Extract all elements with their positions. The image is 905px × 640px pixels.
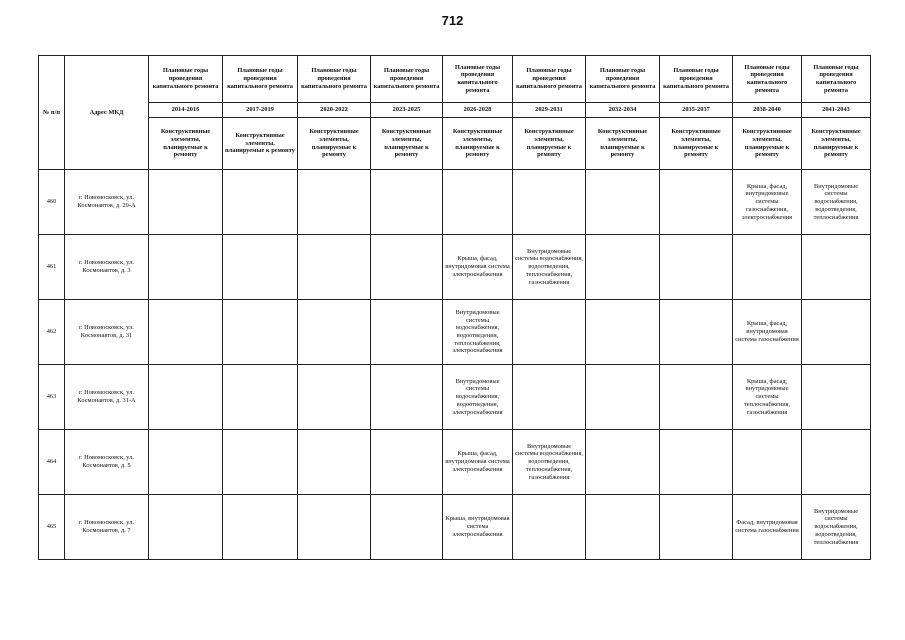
table-row [39, 170, 871, 235]
repair-elements-cell [586, 430, 660, 495]
repair-elements-cell [660, 365, 733, 430]
table-row [39, 430, 871, 495]
header-elements-label: Конструктивные элементы, планируемые к ремонту [443, 118, 513, 170]
repair-elements-cell: Крыша, фасад, внутридомовые системы газоснабжения, электроснабжения [733, 170, 802, 235]
repair-elements-cell [802, 430, 871, 495]
repair-elements-cell [149, 235, 223, 300]
repair-elements-cell [223, 430, 298, 495]
repair-elements-cell [513, 170, 586, 235]
header-row-elements [39, 118, 871, 170]
repair-elements-cell [149, 430, 223, 495]
header-period-years: 2023-2025 [371, 103, 443, 118]
header-period-years: 2026-2028 [443, 103, 513, 118]
repair-elements-cell [149, 495, 223, 560]
header-period-years: 2014-2016 [149, 103, 223, 118]
table-row [39, 300, 871, 365]
header-period-years: 2020-2022 [298, 103, 371, 118]
repair-elements-cell [371, 430, 443, 495]
repair-elements-cell [223, 170, 298, 235]
table-row [39, 235, 871, 300]
repair-elements-cell [371, 495, 443, 560]
repair-elements-cell [586, 235, 660, 300]
header-elements-label: Конструктивные элементы, планируемые к ремонту [802, 118, 871, 170]
header-planned-years-label: Плановые годы проведения капитального ремонта [443, 56, 513, 103]
repair-elements-cell [223, 365, 298, 430]
header-planned-years-label: Плановые годы проведения капитального ремонта [298, 56, 371, 103]
header-row-years [39, 56, 871, 103]
header-elements-label: Конструктивные элементы, планируемые к ремонту [298, 118, 371, 170]
repair-elements-cell: Внутридомовые системы водоснабжения, водоотведения, теплоснабжения, газоснабжения [513, 235, 586, 300]
header-row-periods [39, 103, 871, 118]
repair-elements-cell: Фасад, внутридомовая система газоснабжения [733, 495, 802, 560]
repair-elements-cell [298, 300, 371, 365]
header-period-years: 2035-2037 [660, 103, 733, 118]
repair-elements-cell [443, 170, 513, 235]
header-planned-years-label: Плановые годы проведения капитального ремонта [513, 56, 586, 103]
header-elements-label: Конструктивные элементы, планируемые к ремонту [586, 118, 660, 170]
repair-elements-cell [298, 495, 371, 560]
header-elements-label: Конструктивные элементы, планируемые к ремонту [223, 118, 298, 170]
header-period-years: 2032-2034 [586, 103, 660, 118]
repair-elements-cell [298, 170, 371, 235]
repair-elements-cell [298, 430, 371, 495]
header-period-years: 2017-2019 [223, 103, 298, 118]
repair-elements-cell: Внутридомовые системы водоснабжения, водоотведения, теплоснабжения [802, 495, 871, 560]
header-elements-label: Конструктивные элементы, планируемые к ремонту [371, 118, 443, 170]
repair-elements-cell [149, 170, 223, 235]
repair-elements-cell [371, 235, 443, 300]
header-address: Адрес МКД [65, 56, 149, 170]
row-address: г. Новомосковск, ул. Космонавтов, д. 7 [65, 495, 149, 560]
repair-elements-cell [586, 495, 660, 560]
table-row [39, 495, 871, 560]
repair-elements-cell: Крыша, фасад, внутридомовая система газоснабжения [733, 300, 802, 365]
header-period-years: 2038-2040 [733, 103, 802, 118]
repair-elements-cell [586, 365, 660, 430]
row-number: 461 [39, 235, 65, 300]
row-address: г. Новомосковск, ул. Космонавтов, д. 5 [65, 430, 149, 495]
header-planned-years-label: Плановые годы проведения капитального ремонта [149, 56, 223, 103]
header-planned-years-label: Плановые годы проведения капитального ремонта [802, 56, 871, 103]
repair-elements-cell: Крыша, фасад, внутридомовая система электроснабжения [443, 430, 513, 495]
repair-elements-cell [802, 235, 871, 300]
repair-elements-cell [660, 430, 733, 495]
row-number: 463 [39, 365, 65, 430]
repair-elements-cell [371, 365, 443, 430]
repair-elements-cell [513, 365, 586, 430]
repair-elements-cell [802, 300, 871, 365]
repair-elements-cell: Крыша, внутридомовая система электроснабжения [443, 495, 513, 560]
row-address: г. Новомосковск, ул. Космонавтов, д. 3 [65, 235, 149, 300]
repair-elements-cell [513, 495, 586, 560]
repair-elements-cell [660, 235, 733, 300]
header-period-years: 2041-2043 [802, 103, 871, 118]
repair-elements-cell [298, 235, 371, 300]
repair-elements-cell [149, 365, 223, 430]
header-planned-years-label: Плановые годы проведения капитального ремонта [371, 56, 443, 103]
table-row [39, 365, 871, 430]
header-period-years: 2029-2031 [513, 103, 586, 118]
header-planned-years-label: Плановые годы проведения капитального ремонта [733, 56, 802, 103]
repair-elements-cell [513, 300, 586, 365]
repair-elements-cell [223, 300, 298, 365]
repair-elements-cell: Внутридомовые системы водоснабжения, водоотведения, теплоснабжения, газоснабжения [513, 430, 586, 495]
row-address: г. Новомосковск, ул. Космонавтов, д. 31 [65, 300, 149, 365]
repair-elements-cell: Внутридомовые системы водоснабжения, водоотведения, электроснабжения [443, 365, 513, 430]
repair-elements-cell [586, 170, 660, 235]
repair-elements-cell [223, 495, 298, 560]
repair-elements-cell [371, 300, 443, 365]
row-number: 465 [39, 495, 65, 560]
capital-repair-table [38, 55, 871, 560]
header-elements-label: Конструктивные элементы, планируемые к ремонту [733, 118, 802, 170]
repair-elements-cell [660, 495, 733, 560]
repair-elements-cell [223, 235, 298, 300]
header-planned-years-label: Плановые годы проведения капитального ремонта [223, 56, 298, 103]
repair-elements-cell [371, 170, 443, 235]
row-address: г. Новомосковск, ул. Космонавтов, д. 31-А [65, 365, 149, 430]
header-elements-label: Конструктивные элементы, планируемые к ремонту [513, 118, 586, 170]
page-number: 712 [441, 13, 464, 28]
header-planned-years-label: Плановые годы проведения капитального ремонта [660, 56, 733, 103]
row-number: 462 [39, 300, 65, 365]
repair-elements-cell [298, 365, 371, 430]
repair-elements-cell [149, 300, 223, 365]
row-number: 460 [39, 170, 65, 235]
table-body [39, 170, 871, 560]
repair-elements-cell [733, 235, 802, 300]
repair-elements-cell [586, 300, 660, 365]
header-elements-label: Конструктивные элементы, планируемые к ремонту [149, 118, 223, 170]
header-planned-years-label: Плановые годы проведения капитального ремонта [586, 56, 660, 103]
repair-elements-cell: Крыша, фасад, внутридомовая система электроснабжения [443, 235, 513, 300]
repair-elements-cell: Внутридомовые системы водоснабжения, водоотведения, теплоснабжения [802, 170, 871, 235]
repair-elements-cell: Крыша, фасад, внутридомовые системы теплоснабжения, газоснабжения [733, 365, 802, 430]
row-address: г. Новомосковск, ул. Космонавтов, д. 29-А [65, 170, 149, 235]
header-elements-label: Конструктивные элементы, планируемые к ремонту [660, 118, 733, 170]
repair-elements-cell [660, 300, 733, 365]
repair-elements-cell [660, 170, 733, 235]
repair-elements-cell: Внутридомовые системы водоснабжения, водоотведения, теплоснабжения, электроснабжения [443, 300, 513, 365]
header-num: № п/п [39, 56, 65, 170]
repair-elements-cell [733, 430, 802, 495]
repair-elements-cell [802, 365, 871, 430]
row-number: 464 [39, 430, 65, 495]
